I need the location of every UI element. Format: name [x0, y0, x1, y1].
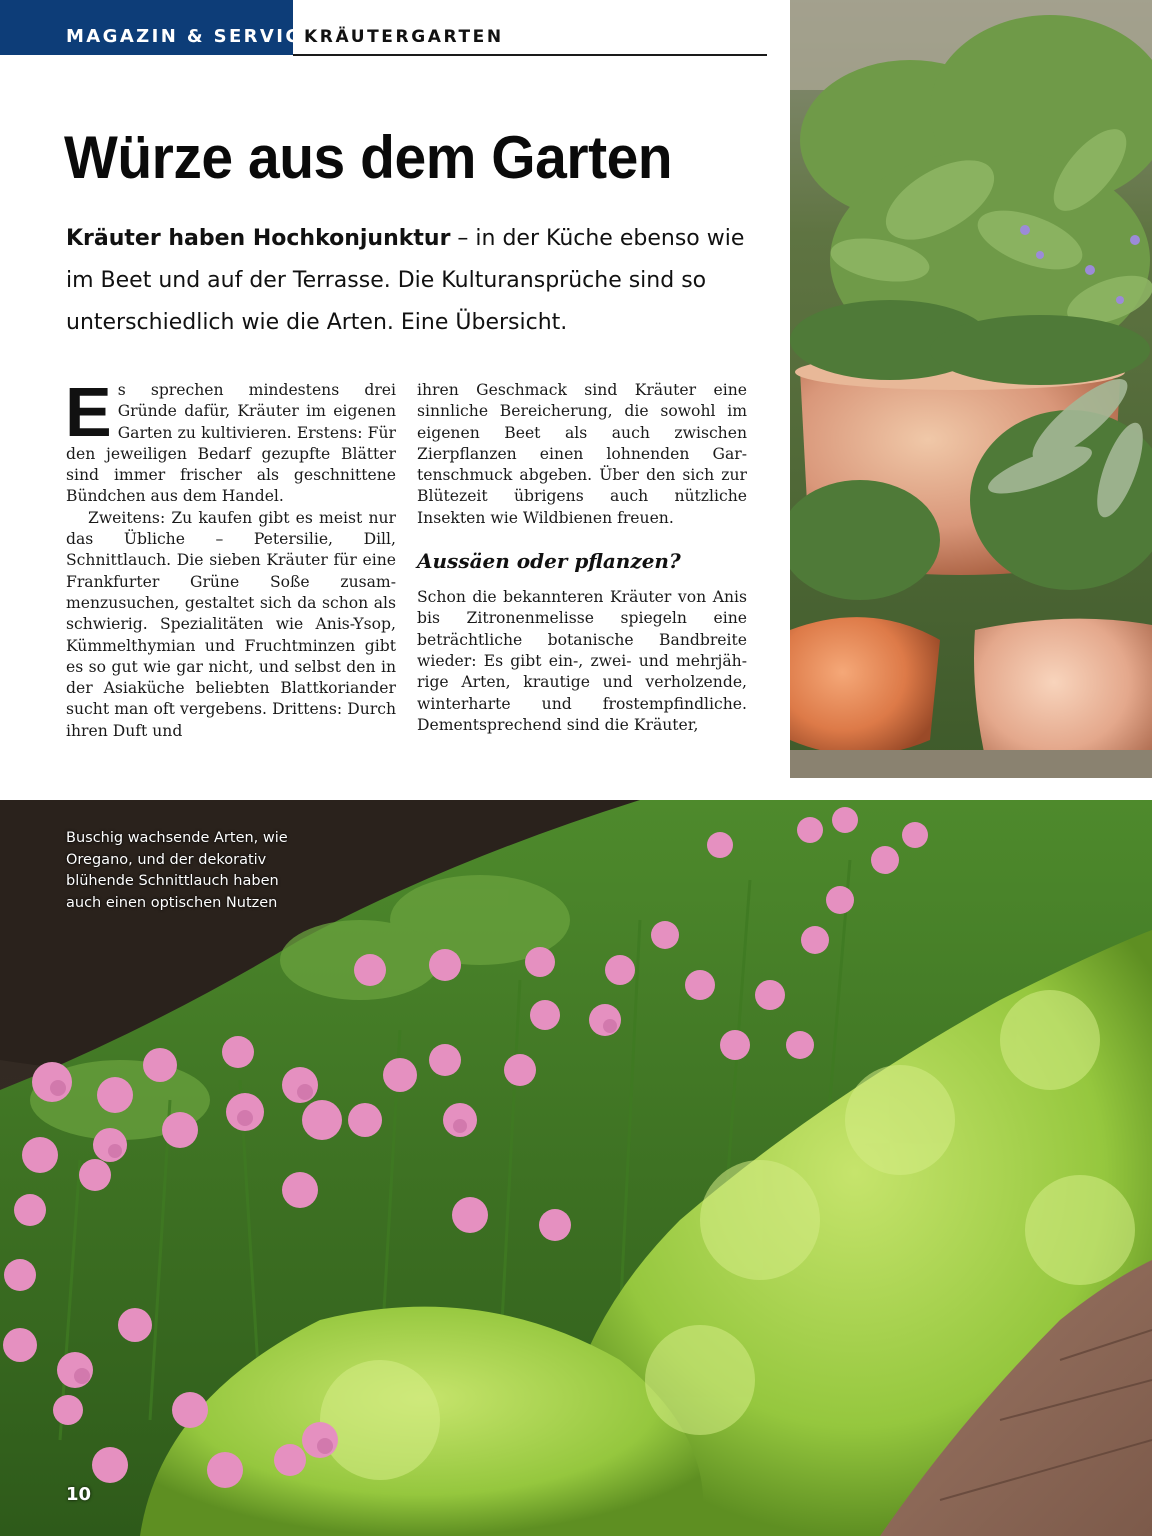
lead-bold: Kräuter haben Hochkonjunktur — [66, 226, 451, 251]
article-title: Würze aus dem Garten — [64, 124, 673, 191]
page-number: 10 — [66, 1484, 92, 1505]
section-label: MAGAZIN & SERVICE — [66, 26, 316, 47]
lead-text: – in der Küche ebenso wie im Beet und auf der Terrasse. Die Kulturansprüche sind so unterschiedlich wie die Arten. Eine Übersicht. — [66, 226, 745, 335]
paragraph-1-text: s sprechen mindestens drei Gründe dafür, Kräuter im eigenen Garten zu kultivieren. Erstens: Für den jeweiligen Bedarf gezupfte Blätter sind immer frischer als geschnittene Bündchen aus dem Handel. — [66, 381, 396, 506]
photo-caption: Buschig wachsende Arten, wie Oregano, und der dekorativ blühende Schnittlauch haben auch einen optischen Nutzen — [66, 830, 288, 911]
article-lead — [66, 218, 766, 344]
text-column-2 — [417, 380, 747, 736]
drop-cap: E — [65, 373, 112, 451]
header-rule — [293, 54, 767, 56]
subheading: Aussäen oder pflanzen? — [417, 549, 681, 574]
herb-pots-photo — [790, 0, 1152, 778]
paragraph-1 — [65, 373, 396, 508]
paragraph-2: Zweitens: Zu kaufen gibt es meist nur das Übliche – Petersilie, Dill, Schnittlauch. Die sieben Kräuter für eine Frankfurter Grüne Soße zusammenzusuchen, gestaltet sich da schon als schwierig. Spezialitäten wie Anis-Ysop, Kümmelthymian und Fruchtminzen gibt es so gut wie gar nicht, und selbst den in der Asiaküche beliebten Blattkoriander sucht man oft vergebens. Drittens: Durch ihren Duft und — [66, 508, 396, 740]
paragraph-4: Schon die bekannteren Kräuter von Anis bis Zitronenmelisse spiegeln eine beträchtliche botanische Bandbreite wieder: Es gibt ein-, zwei- und mehrjährige Arten, krautige und verholzende, winterharte und frostempfindliche. Dementsprechend sind die Kräuter, — [417, 588, 747, 734]
paragraph-3: ihren Geschmack sind Kräuter eine sinnliche Bereicherung, die sowohl im eigenen Beet als auch zwischen Zierpflanzen einen lohnenden Gartenschmuck abgeben. Über den sich zur Blütezeit übrigens auch nützliche Insekten wie Wildbienen freuen. — [417, 381, 747, 527]
text-column-1 — [65, 373, 396, 742]
topic-label: KRÄUTERGARTEN — [304, 27, 504, 47]
